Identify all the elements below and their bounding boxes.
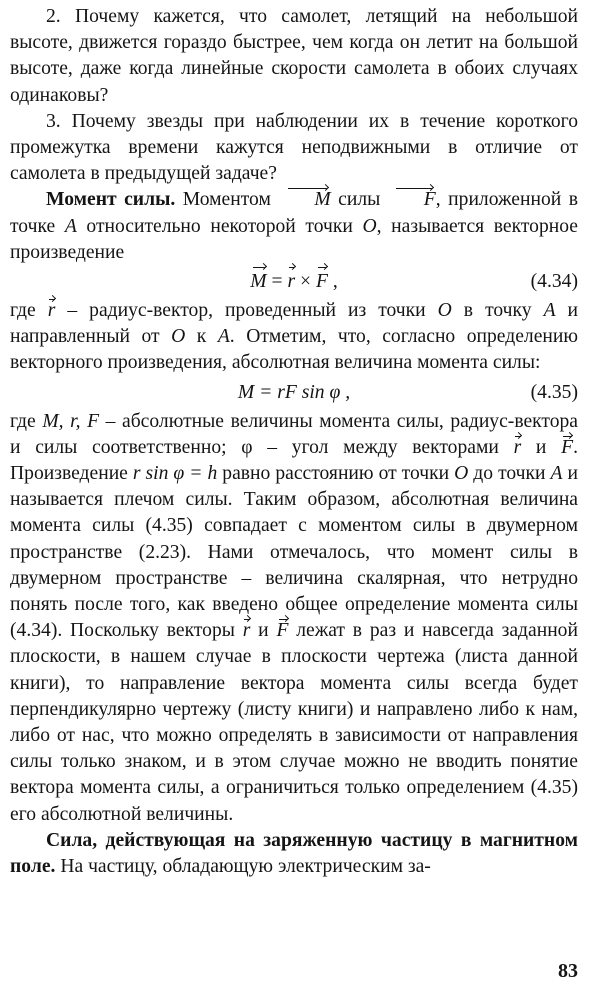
equation-number: (4.35) <box>530 381 578 403</box>
page-body <box>10 4 578 880</box>
equation-number: (4.34) <box>530 271 578 293</box>
section-heading-moment: Момент силы. <box>46 189 176 211</box>
section-heading-magnetic-force: Сила, действующая на заряженную частицу в магнитном поле. <box>10 829 578 878</box>
page-number: 83 <box>558 960 578 982</box>
equation-4-34 <box>10 266 578 298</box>
vector-M: M <box>278 187 330 213</box>
equation-4-34-expression: M = r × F , <box>10 266 578 298</box>
magnetic-force-paragraph: Сила, действующая на заряженную частицу в магнитном поле. На частицу, обладающую электрическим за- <box>10 829 578 878</box>
equation-4-35 <box>10 377 578 409</box>
question-3: 3. Почему звезды при наблюдении их в течение короткого промежутка времени кажутся неподвижными в отличие от самолета в предыдущей задаче? <box>10 110 578 185</box>
question-2: 2. Почему кажется, что самолет, летящий на небольшой высоте, движется гораздо быстрее, чем когда он летит на большой высоте, даже когда линейные скорости самолета в обоих случаях одинаковы? <box>10 6 578 106</box>
point-A: A <box>64 215 77 237</box>
point-O: O <box>362 215 377 237</box>
absolute-values-paragraph: где M, r, F – абсолютные величины момента силы, радиус-вектора и силы соответственно; φ – угол между векторами r и F. Произведение r sin φ = h равно расстоянию от точки O до точки A и называется плечом силы. Таким образом, абсолютная величина момента силы (4.35) совпадает с моментом силы в двумерном пространстве (2.23). Нами отмечалось, что момент силы в двумерном пространстве – величина скалярная, что нетрудно понять после того, как введено общее определение момента силы (4.34). Поскольку векторы r и F лежат в раз и навсегда заданной плоскости, в нашем случае в плоскости чертежа (листа данной книги), то направление вектора момента силы всегда будет перпендикулярно чертежу (листу книги) и направлено либо к нам, либо от нас, что можно определять в зависимости от направления силы только знаком, и в этом случае можно не вводить понятие вектора момента силы, а ограничиться только определением (4.35) его абсолютной величины. <box>10 410 579 825</box>
radius-vector-paragraph: где r – радиус-вектор, проведенный из точки O в точку A и направленный от O к A. Отметим, что, согласно определению векторного произведения, абсолютная величина момента силы: <box>10 300 579 374</box>
equation-4-35-expression: M = rF sin φ , <box>237 381 351 403</box>
moment-definition-paragraph: Момент силы. Моментом M силы F, приложенной в точке A относительно некоторой точки O, называется векторное произведение <box>10 189 578 263</box>
vector-F: F <box>388 187 436 213</box>
